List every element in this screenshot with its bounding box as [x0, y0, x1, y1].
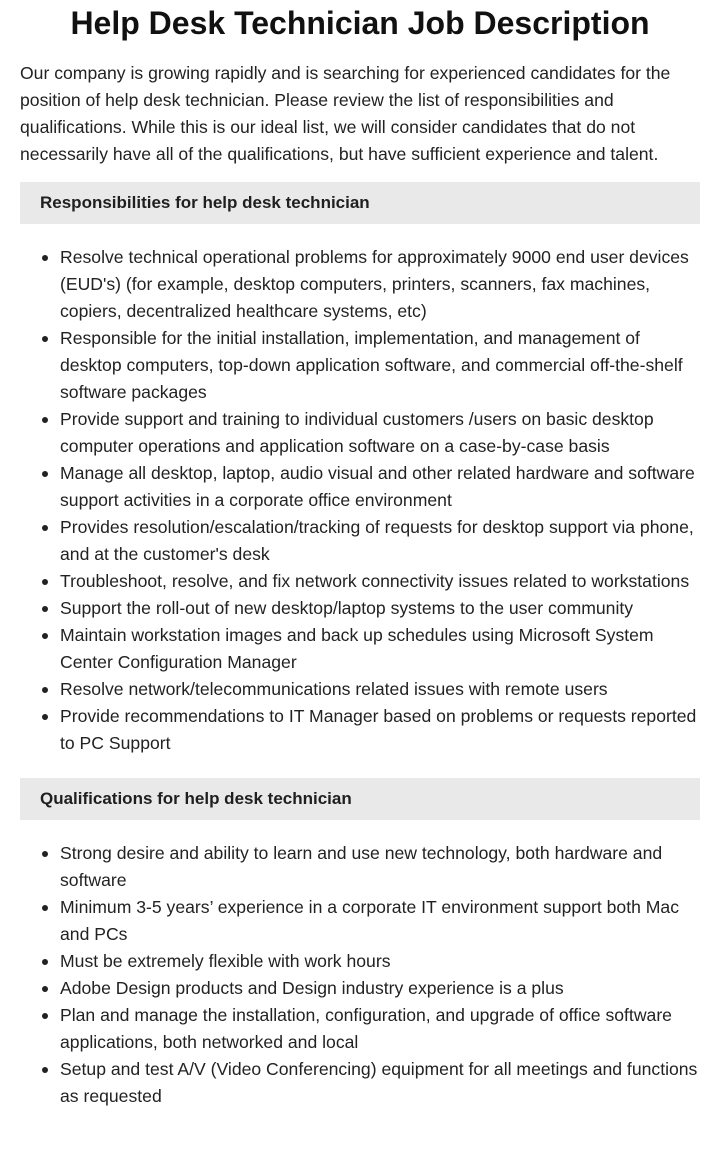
page-title: Help Desk Technician Job Description — [70, 5, 650, 41]
responsibilities-heading: Responsibilities for help desk technician — [20, 182, 700, 224]
qualifications-heading: Qualifications for help desk technician — [20, 778, 700, 820]
qualification-item: Setup and test A/V (Video Conferencing) equipment for all meetings and functions as requested — [60, 1056, 700, 1110]
responsibility-item: Provides resolution/escalation/tracking of requests for desktop support via phone, and at the customer's desk — [60, 514, 700, 568]
responsibility-item: Provide support and training to individual customers /users on basic desktop computer operations and application software on a case-by-case basis — [60, 406, 700, 460]
qualification-item: Minimum 3-5 years’ experience in a corporate IT environment support both Mac and PCs — [60, 894, 700, 948]
responsibility-item: Maintain workstation images and back up schedules using Microsoft System Center Configuration Manager — [60, 622, 700, 676]
responsibility-item: Resolve technical operational problems for approximately 9000 end user devices (EUD's) (for example, desktop computers, printers, scanners, fax machines, copiers, decentralized healthcare systems, etc) — [60, 244, 700, 325]
responsibilities-list — [20, 244, 700, 757]
qualifications-list — [20, 840, 700, 1110]
responsibility-item: Provide recommendations to IT Manager based on problems or requests reported to PC Support — [60, 703, 700, 757]
intro-paragraph: Our company is growing rapidly and is searching for experienced candidates for the position of help desk technician. Please review the list of responsibilities and qualifications. While this is our ideal list, we will consider candidates that do not necessarily have all of the qualifications, but have sufficient experience and talent. — [20, 63, 671, 164]
qualification-item: Must be extremely flexible with work hours — [60, 948, 700, 975]
responsibility-item: Manage all desktop, laptop, audio visual and other related hardware and software support activities in a corporate office environment — [60, 460, 700, 514]
qualification-item: Strong desire and ability to learn and use new technology, both hardware and software — [60, 840, 700, 894]
responsibility-item: Troubleshoot, resolve, and fix network connectivity issues related to workstations — [60, 568, 700, 595]
responsibility-item: Support the roll-out of new desktop/laptop systems to the user community — [60, 595, 700, 622]
responsibility-item: Resolve network/telecommunications related issues with remote users — [60, 676, 700, 703]
responsibility-item: Responsible for the initial installation, implementation, and management of desktop computers, top-down application software, and commercial off-the-shelf software packages — [60, 325, 700, 406]
qualification-item: Plan and manage the installation, configuration, and upgrade of office software applications, both networked and local — [60, 1002, 700, 1056]
qualification-item: Adobe Design products and Design industry experience is a plus — [60, 975, 700, 1002]
